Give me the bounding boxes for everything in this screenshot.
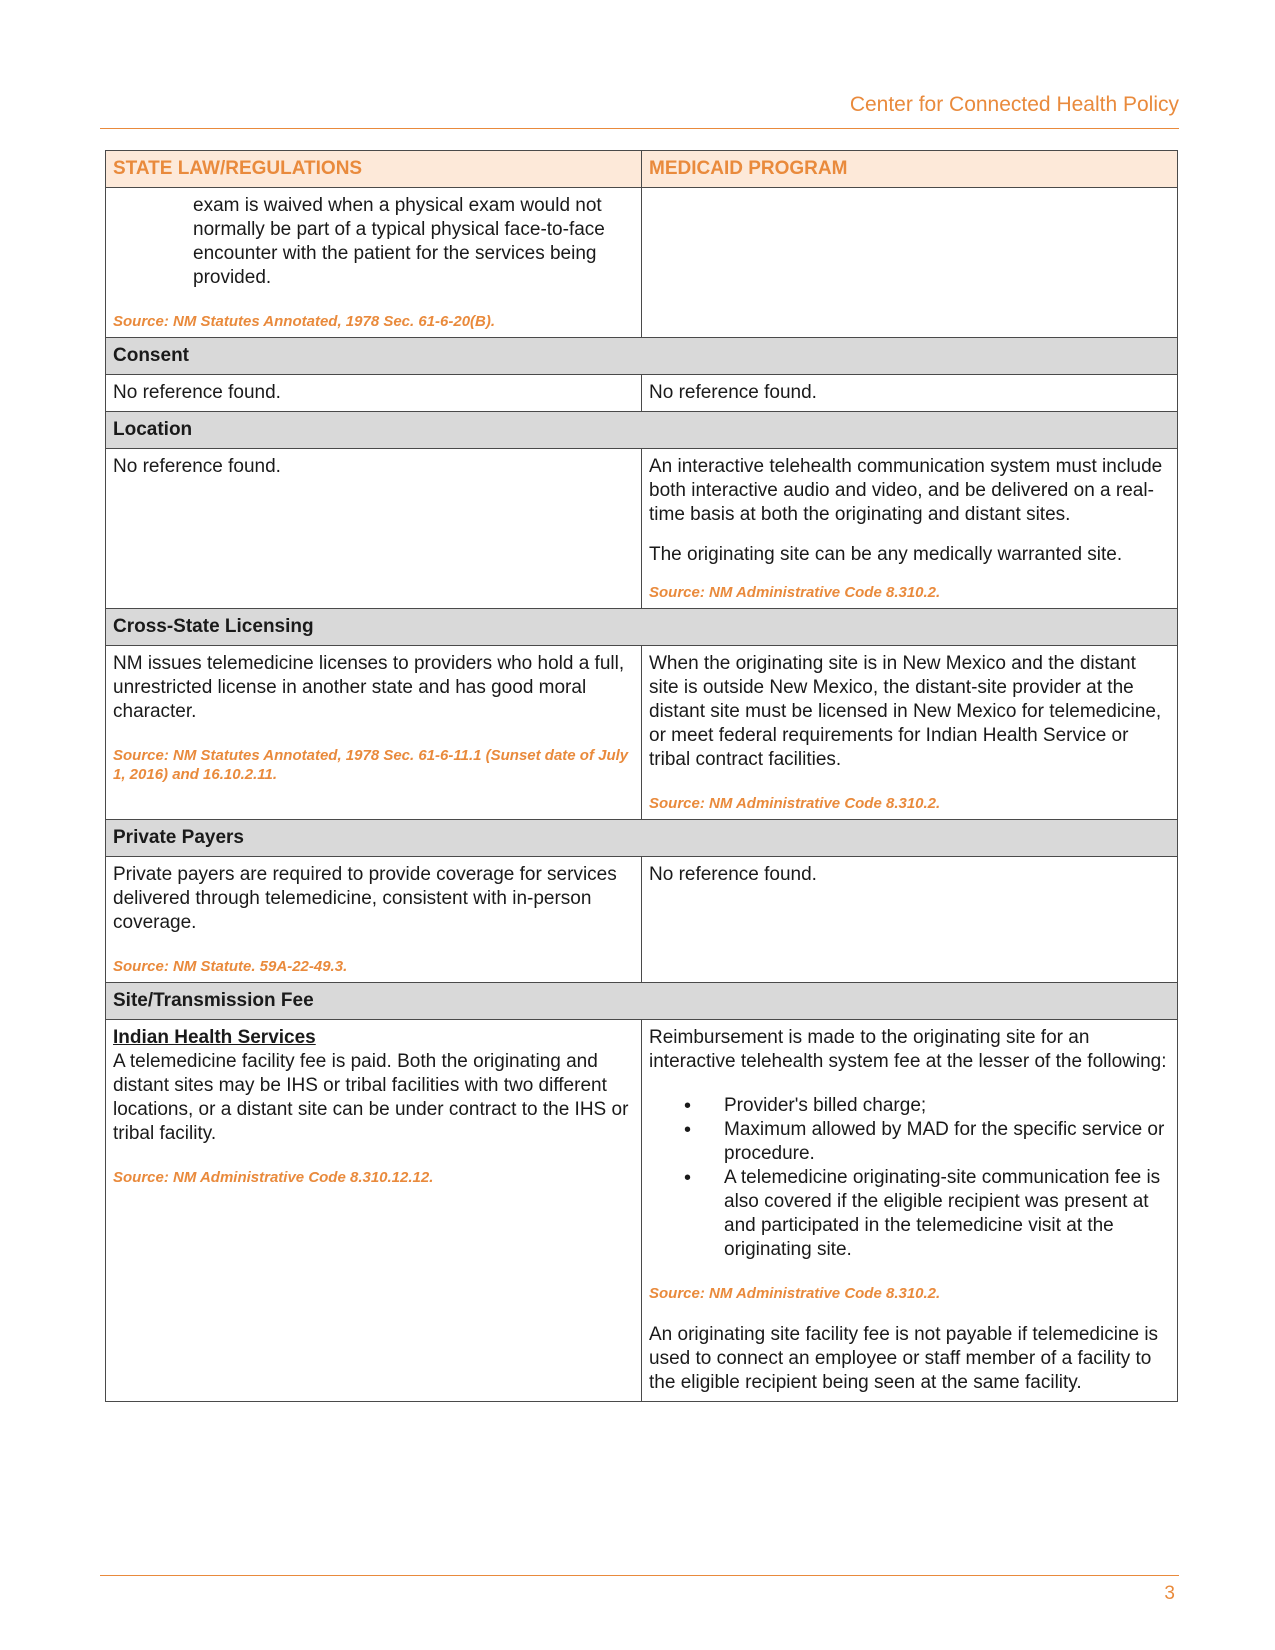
body-text: No reference found. [113,382,281,403]
footer-divider [100,1575,1179,1576]
state-law-cell [106,449,642,609]
body-text: When the originating site is in New Mexico and the distant site is outside New Mexico, the distant-site provider at the distant site must be licensed in New Mexico for telemedicine, or meet federal requirements for Indian Health Service or tribal contract facilities. [649,653,1162,770]
section-title: Private Payers [106,820,1178,857]
body-text: Private payers are required to provide coverage for services delivered through telemedicine, consistent with in-person coverage. [113,864,617,933]
body-text: A telemedicine facility fee is paid. Both the originating and distant sites may be IHS or tribal facilities with two different locations, or a distant site can be under contract to the IHS or tribal facility. [113,1051,629,1144]
medicaid-cell [642,646,1178,820]
medicaid-cell [642,449,1178,609]
bullet-item: • Provider's billed charge; [649,1094,1170,1118]
section-row-site-transmission-fee [106,983,1178,1020]
source-citation: Source: NM Administrative Code 8.310.2. [649,1285,941,1302]
column-header-state-law: STATE LAW/REGULATIONS [106,151,642,188]
state-law-cell [106,1020,642,1402]
body-text: An originating site facility fee is not payable if telemedicine is used to connect an employee or staff member of a facility to the eligible recipient being seen at the same facility. [649,1324,1159,1393]
source-citation: Source: NM Statute. 59A-22-49.3. [113,958,348,975]
body-text: exam is waived when a physical exam would not normally be part of a typical physical face-to-face encounter with the patient for the services being provided. [193,195,605,288]
state-law-cell [106,375,642,412]
table-row [106,646,1178,820]
source-citation: Source: NM Statutes Annotated, 1978 Sec. 61-6-20(B). [113,313,496,330]
medicaid-cell [642,188,1178,338]
state-law-cell [106,188,642,338]
source-citation: Source: NM Administrative Code 8.310.12.12. [113,1169,434,1186]
bullet-item: • Maximum allowed by MAD for the specific service or procedure. [649,1118,1170,1166]
medicaid-cell [642,1020,1178,1402]
header-divider [100,128,1179,129]
section-row-private-payers [106,820,1178,857]
medicaid-cell [642,375,1178,412]
section-title: Location [106,412,1178,449]
table-row [106,375,1178,412]
body-text: No reference found. [649,864,817,885]
body-text: Reimbursement is made to the originating site for an interactive telehealth system fee at the lesser of the following: [649,1027,1167,1072]
bullet-item: • A telemedicine originating-site communication fee is also covered if the eligible recipient was present at and participated in the telemedicine visit at the originating site. [649,1166,1170,1262]
source-citation: Source: NM Statutes Annotated, 1978 Sec. 61-6-11.1 (Sunset date of July 1, 2016) and 16.10.2.11. [113,747,629,783]
body-text: NM issues telemedicine licenses to providers who hold a full, unrestricted license in another state and has good moral character. [113,653,625,722]
policy-table [105,150,1178,1402]
medicaid-cell [642,857,1178,983]
state-law-cell [106,857,642,983]
body-text: No reference found. [113,456,281,477]
source-citation: Source: NM Administrative Code 8.310.2. [649,584,941,601]
table-row [106,188,1178,338]
table-header-row [106,151,1178,188]
body-text: An interactive telehealth communication system must include both interactive audio and video, and be delivered on a real-time basis at both the originating and distant sites. [649,456,1163,525]
source-citation: Source: NM Administrative Code 8.310.2. [649,795,941,812]
section-row-consent [106,338,1178,375]
column-header-medicaid: MEDICAID PROGRAM [642,151,1178,188]
body-text: The originating site can be any medically warranted site. [649,544,1123,565]
section-title: Site/Transmission Fee [106,983,1178,1020]
table-row [106,1020,1178,1402]
section-title: Consent [106,338,1178,375]
table-row [106,857,1178,983]
section-title: Cross-State Licensing [106,609,1178,646]
section-row-location [106,412,1178,449]
page-number: 3 [1164,1583,1175,1604]
body-text: No reference found. [649,382,817,403]
bullet-list [649,1094,1170,1262]
subheading-indian-health-services: Indian Health Services [113,1027,316,1048]
state-law-cell [106,646,642,820]
table-row [106,449,1178,609]
org-title: Center for Connected Health Policy [849,93,1179,116]
section-row-cross-state-licensing [106,609,1178,646]
